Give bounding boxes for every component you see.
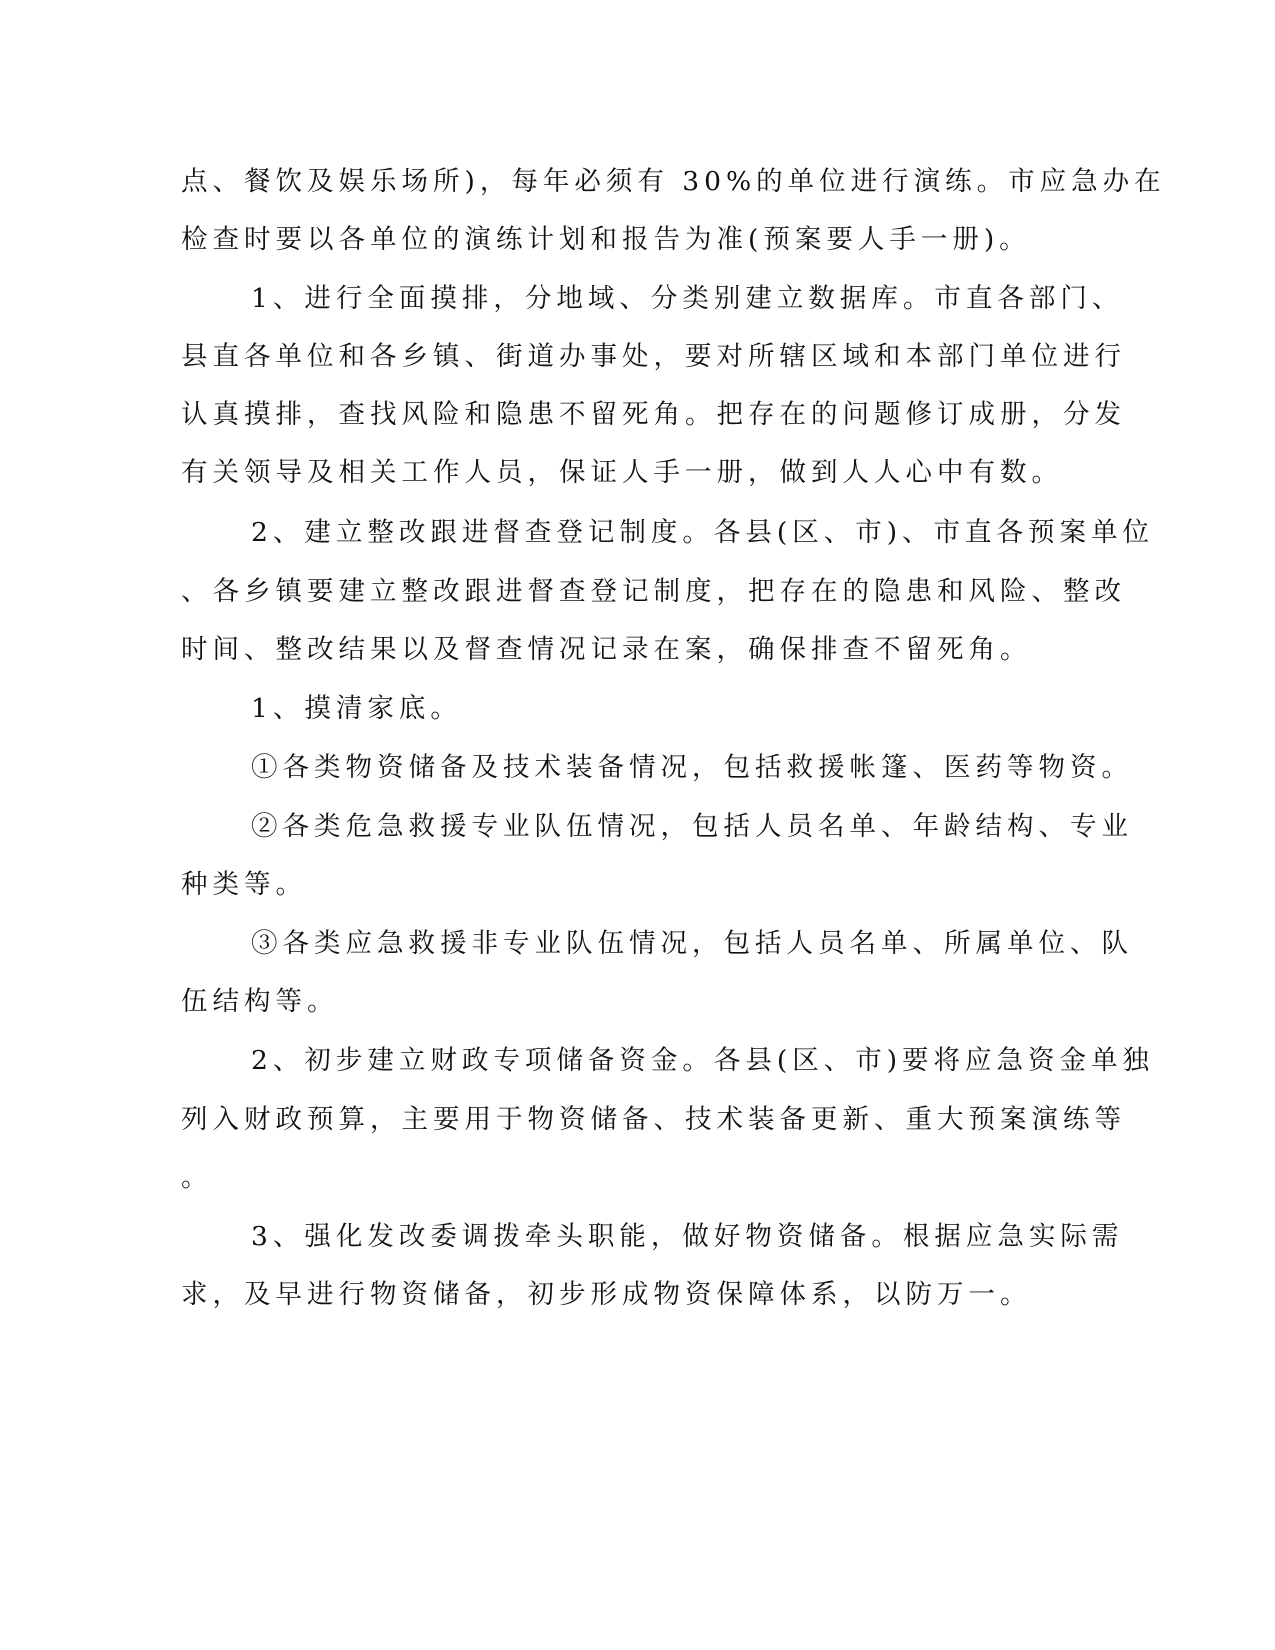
text-line: 、各乡镇要建立整改跟进督查登记制度，把存在的隐患和风险、整改 bbox=[181, 576, 1126, 607]
paragraph-start-line: 1、进行全面摸排，分地域、分类别建立数据库。市直各部门、 bbox=[251, 283, 1124, 314]
text-line: 检查时要以各单位的演练计划和报告为准(预案要人手一册)。 bbox=[181, 224, 1031, 255]
text-line: 伍结构等。 bbox=[181, 986, 339, 1017]
paragraph-start-line: 3、强化发改委调拨牵头职能，做好物资储备。根据应急实际需 bbox=[251, 1221, 1124, 1252]
text-line: 县直各单位和各乡镇、街道办事处，要对所辖区域和本部门单位进行 bbox=[181, 341, 1126, 372]
text-line: 时间、整改结果以及督查情况记录在案，确保排查不留死角。 bbox=[181, 634, 1032, 665]
text-line: 种类等。 bbox=[181, 869, 307, 900]
text-line: 有关领导及相关工作人员，保证人手一册，做到人人心中有数。 bbox=[181, 457, 1063, 488]
text-line: 点、餐饮及娱乐场所)，每年必须有 30%的单位进行演练。市应急办在 bbox=[181, 166, 1166, 197]
text-line: 求，及早进行物资储备，初步形成物资保障体系，以防万一。 bbox=[181, 1279, 1032, 1310]
text-line: 。 bbox=[181, 1162, 213, 1193]
paragraph-start-line: ①各类物资储备及技术装备情况，包括救援帐篷、医药等物资。 bbox=[251, 752, 1133, 783]
text-line: 认真摸排，查找风险和隐患不留死角。把存在的问题修订成册，分发 bbox=[181, 399, 1126, 430]
paragraph-start-line: ②各类危急救援专业队伍情况，包括人员名单、年龄结构、专业 bbox=[251, 811, 1133, 842]
text-line: 列入财政预算，主要用于物资储备、技术装备更新、重大预案演练等 bbox=[181, 1104, 1126, 1135]
paragraph-start-line: 2、建立整改跟进督查登记制度。各县(区、市)、市直各预案单位 bbox=[251, 517, 1155, 548]
paragraph-start-line: 1、摸清家底。 bbox=[251, 693, 462, 724]
paragraph-start-line: ③各类应急救援非专业队伍情况，包括人员名单、所属单位、队 bbox=[251, 928, 1133, 959]
paragraph-start-line: 2、初步建立财政专项储备资金。各县(区、市)要将应急资金单独 bbox=[251, 1045, 1155, 1076]
